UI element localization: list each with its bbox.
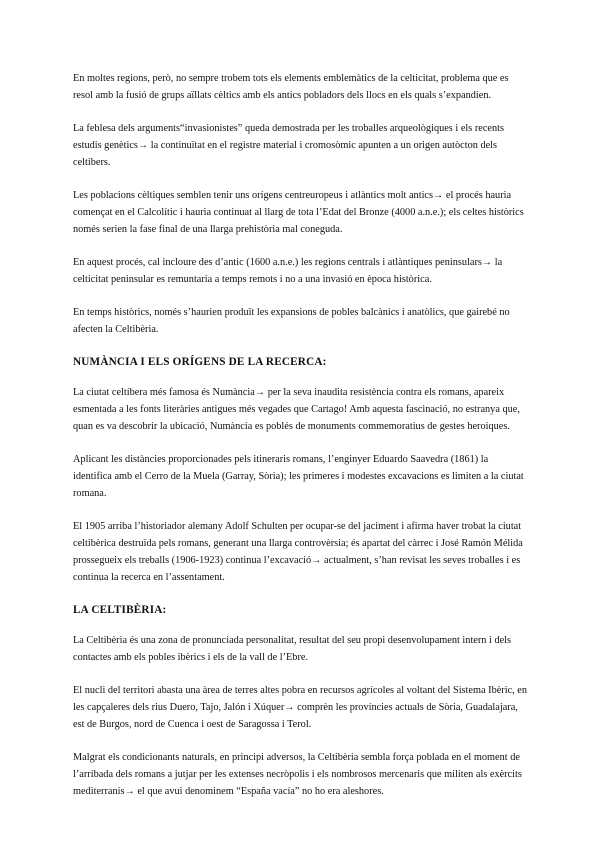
paragraph: En moltes regions, però, no sempre trobem tots els elements emblemàtics de la celticitat, problema que es resol amb la fusió de grups aïllats cèltics amb els antics pobladors dels llocs en els quals s’expandien. <box>73 73 509 101</box>
paragraph: Les poblacions cèltiques semblen tenir uns orígens centreuropeus i atlàntics molt antics→ el procés hauria començat en el Calcolític i hauria continuat al llarg de tota l’Edat del Bronze (4000 a.n.e.); els celtes històrics només serien la fase final de una llarga prehistòria mal coneguda. <box>73 190 524 235</box>
paragraph: El nucli del territori abasta una àrea de terres altes pobra en recursos agrícoles al voltant del Sistema Ibèric, en les capçaleres dels rius Duero, Tajo, Jalón i Xúquer→ comprèn les províncies actuals de Sòria, Guadalajara, est de Burgos, nord de Cuenca i oest de Saragossa i Terol. <box>73 685 528 730</box>
paragraph: La Celtibèria és una zona de pronunciada personalitat, resultat del seu propi desenvolupament intern i dels contactes amb els pobles ibèrics i els de la vall de l’Ebre. <box>73 635 512 663</box>
paragraph: La ciutat celtíbera més famosa és Numància→ per la seva inaudita resistència contra els romans, apareix esmentada a les fonts literàries antigues més vegades que Cartago! Amb aquesta fascinació, no estranya que, quan es va descobrir la ubicació, Numància es poblés de monuments commemoratius de gestes heroiques. <box>73 387 520 432</box>
paragraph: Aplicant les distàncies proporcionades pels itineraris romans, l’enginyer Eduardo Saavedra (1861) la identifica amb el Cerro de la Muela (Garray, Sòria); les primeres i modestes excavacions es limiten a la ciutat romana. <box>73 454 524 499</box>
paragraph: En aquest procés, cal incloure des d’antic (1600 a.n.e.) les regions centrals i atlàntiques peninsulars→ la celticitat peninsular es remuntaria a temps remots i no a una invasió en època històrica. <box>73 257 503 285</box>
document-page <box>73 70 529 816</box>
paragraph: Malgrat els condicionants naturals, en principi adversos, la Celtibèria sembla força poblada en el moment de l’arribada dels romans a jutjar per les extenses necròpolis i els nombrosos mercenaris que militen als exèrcits mediterranis→ el que avui denominem “España vacía” no ho era aleshores. <box>73 752 522 797</box>
section-heading-celtiberia: LA CELTIBÈRIA: <box>73 604 167 616</box>
section-heading-numancia: NUMÀNCIA I ELS ORÍGENS DE LA RECERCA: <box>73 356 327 368</box>
paragraph: En temps històrics, només s’haurien produït les expansions de pobles balcànics i anatòlics, que gairebé no afecten la Celtibèria. <box>73 307 510 335</box>
paragraph: La feblesa dels arguments“invasionistes” queda demostrada per les troballes arqueològiques i els recents estudis genètics→ la continuïtat en el registre material i cromosòmic apunten a un origen autòcton dels celtibers. <box>73 123 504 168</box>
paragraph: El 1905 arriba l’historiador alemany Adolf Schulten per ocupar-se del jaciment i afirma haver trobat la ciutat celtibèrica destruïda pels romans, generant una llarga controvèrsia; és apartat del càrrec i José Ramón Mélida prossegueix els treballs (1906-1923) continua l’excavació→ actualment, s’han revisat les seves troballes i es continua la recerca en l’assentament. <box>73 521 523 583</box>
